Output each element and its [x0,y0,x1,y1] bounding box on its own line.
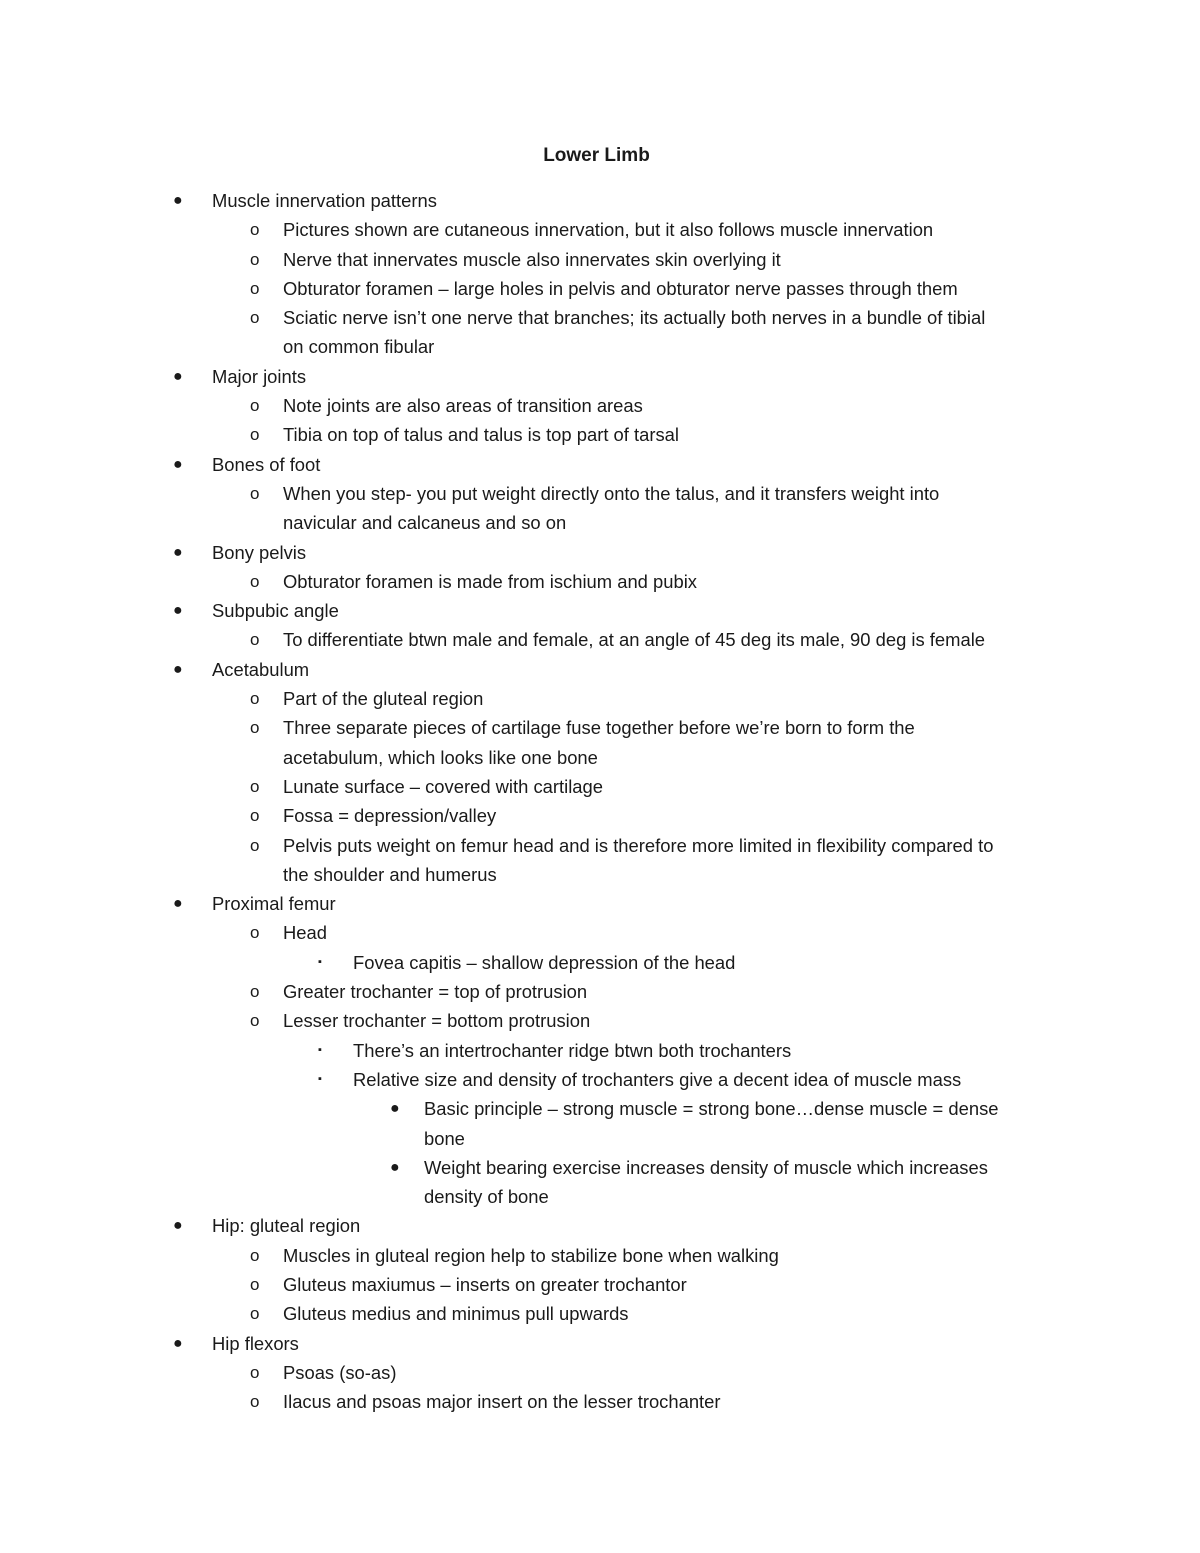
list-item-text: Sciatic nerve isn’t one nerve that branches; its actually both nerves in a bundle of tibial [283,307,986,329]
circle-bullet-icon: o [250,835,260,855]
circle-bullet-icon: o [250,923,260,943]
list-item-text: Subpubic angle [212,600,339,622]
square-bullet-icon: ▪ [318,1043,322,1056]
list-item-level-1 [0,450,1200,479]
bullet-icon: ● [173,660,183,678]
list-item-level-2 [0,391,1200,420]
list-item-level-1 [0,538,1200,567]
list-item-text: There’s an intertrochanter ridge btwn both trochanters [353,1039,792,1061]
circle-bullet-icon: o [250,1362,260,1382]
circle-bullet-icon: o [250,982,260,1002]
circle-bullet-icon: o [250,425,260,445]
list-item-level-2 [0,567,1200,596]
bullet-icon: ● [173,1334,183,1352]
list-item-level-2 [0,1387,1200,1416]
bullet-icon: ● [173,895,183,913]
list-item-level-2 [0,918,1200,947]
list-item-text: Three separate pieces of cartilage fuse together before we’re born to form the [283,717,915,739]
list-item-continuation [0,332,1200,361]
list-item-text: Fovea capitis – shallow depression of the head [353,951,736,973]
list-item-level-2 [0,977,1200,1006]
list-item-text: navicular and calcaneus and so on [283,512,567,534]
list-item-text: Hip flexors [212,1332,299,1354]
circle-bullet-icon: o [250,483,260,503]
list-item-text: bone [424,1127,465,1149]
circle-bullet-icon: o [250,1392,260,1412]
list-item-text: Proximal femur [212,893,336,915]
list-item-text: acetabulum, which looks like one bone [283,746,598,768]
circle-bullet-icon: o [250,1304,260,1324]
list-item-continuation [0,508,1200,537]
list-item-text: When you step- you put weight directly onto the talus, and it transfers weight into [283,482,940,504]
list-item-level-2 [0,1006,1200,1035]
bullet-icon: ● [173,1217,183,1235]
circle-bullet-icon: o [250,249,260,269]
list-item-level-2 [0,684,1200,713]
bullet-icon: ● [390,1100,400,1118]
circle-bullet-icon: o [250,630,260,650]
list-item-text: Part of the gluteal region [283,688,484,710]
list-item-text: Acetabulum [212,658,310,680]
list-item-text: Greater trochanter = top of protrusion [283,981,588,1003]
list-item-level-2 [0,245,1200,274]
bullet-icon: ● [173,367,183,385]
list-item-text: Weight bearing exercise increases density of muscle which increases [424,1156,988,1178]
list-item-level-3 [0,948,1200,977]
list-item-text: Muscle innervation patterns [212,190,437,211]
list-item-text: Bones of foot [212,453,321,475]
list-item-level-3 [0,1065,1200,1094]
list-item-level-2 [0,215,1200,244]
list-item-text: Ilacus and psoas major insert on the lesser trochanter [283,1391,721,1413]
list-item-level-2 [0,772,1200,801]
list-item-level-2 [0,801,1200,830]
list-item-text: To differentiate btwn male and female, at an angle of 45 deg its male, 90 deg is female [283,629,986,651]
list-item-text: Obturator foramen – large holes in pelvis and obturator nerve passes through them [283,277,958,299]
list-item-text: Pictures shown are cutaneous innervation, but it also follows muscle innervation [283,219,934,241]
list-item-continuation [0,860,1200,889]
list-item-text: Head [283,922,327,944]
circle-bullet-icon: o [250,718,260,738]
circle-bullet-icon: o [250,689,260,709]
list-item-text: Nerve that innervates muscle also innervates skin overlying it [283,248,781,270]
list-item-text: Muscles in gluteal region help to stabilize bone when walking [283,1244,779,1266]
list-item-text: Lesser trochanter = bottom protrusion [283,1010,591,1032]
list-item-level-1 [0,889,1200,918]
circle-bullet-icon: o [250,278,260,298]
list-item-text: Basic principle – strong muscle = strong bone…dense muscle = dense [424,1098,999,1120]
circle-bullet-icon: o [250,308,260,328]
list-item-text: Tibia on top of talus and talus is top part of tarsal [283,424,679,446]
circle-bullet-icon: o [250,571,260,591]
list-item-continuation [0,743,1200,772]
document-body [0,186,1200,1416]
bullet-icon: ● [173,455,183,473]
bullet-icon: ● [173,192,183,209]
list-item-level-2 [0,1241,1200,1270]
list-item-text: Obturator foramen is made from ischium and pubix [283,570,697,592]
list-item-text: Major joints [212,365,307,387]
list-item-level-2 [0,713,1200,742]
list-item-text: Psoas (so-as) [283,1361,397,1383]
list-item-text: Lunate surface – covered with cartilage [283,775,603,797]
circle-bullet-icon: o [250,220,260,240]
list-item-level-2 [0,274,1200,303]
list-item-level-1 [0,362,1200,391]
list-item-text: Fossa = depression/valley [283,805,497,827]
list-item-level-2 [0,1358,1200,1387]
list-item-level-2 [0,1299,1200,1328]
list-item-text: Note joints are also areas of transition areas [283,395,643,417]
list-item-level-1 [0,1211,1200,1240]
list-item-text: Gluteus medius and minimus pull upwards [283,1303,629,1325]
list-item-level-3 [0,1036,1200,1065]
list-item-text: the shoulder and humerus [283,863,497,885]
list-item-text: Relative size and density of trochanters give a decent idea of muscle mass [353,1068,962,1090]
list-item-level-2 [0,420,1200,449]
list-item-level-4 [0,1094,1200,1123]
list-item-text: density of bone [424,1186,549,1208]
list-item-text: on common fibular [283,336,435,358]
circle-bullet-icon: o [250,396,260,416]
list-item-text: Pelvis puts weight on femur head and is therefore more limited in flexibility compared to [283,834,994,856]
bullet-icon: ● [390,1158,400,1176]
list-item-level-2 [0,303,1200,332]
circle-bullet-icon: o [250,776,260,796]
square-bullet-icon: ▪ [318,955,322,968]
list-item-level-4 [0,1153,1200,1182]
list-item-level-1 [0,596,1200,625]
circle-bullet-icon: o [250,1245,260,1265]
document-title: Lower Limb [543,145,650,166]
list-item-text: Gluteus maxiumus – inserts on greater trochantor [283,1273,687,1295]
bullet-icon: ● [173,543,183,561]
circle-bullet-icon: o [250,1011,260,1031]
list-item-text: Bony pelvis [212,541,307,563]
bullet-icon: ● [173,602,183,620]
circle-bullet-icon: o [250,806,260,826]
list-item-continuation [0,1182,1200,1211]
list-item-text: Hip: gluteal region [212,1215,361,1237]
list-item-level-2 [0,479,1200,508]
list-item-level-2 [0,1270,1200,1299]
list-item-continuation [0,1124,1200,1153]
list-item-level-1 [0,186,1200,215]
list-item-level-1 [0,655,1200,684]
list-item-level-1 [0,1329,1200,1358]
list-item-level-2 [0,625,1200,654]
list-item-level-2 [0,831,1200,860]
square-bullet-icon: ▪ [318,1072,322,1085]
circle-bullet-icon: o [250,1274,260,1294]
